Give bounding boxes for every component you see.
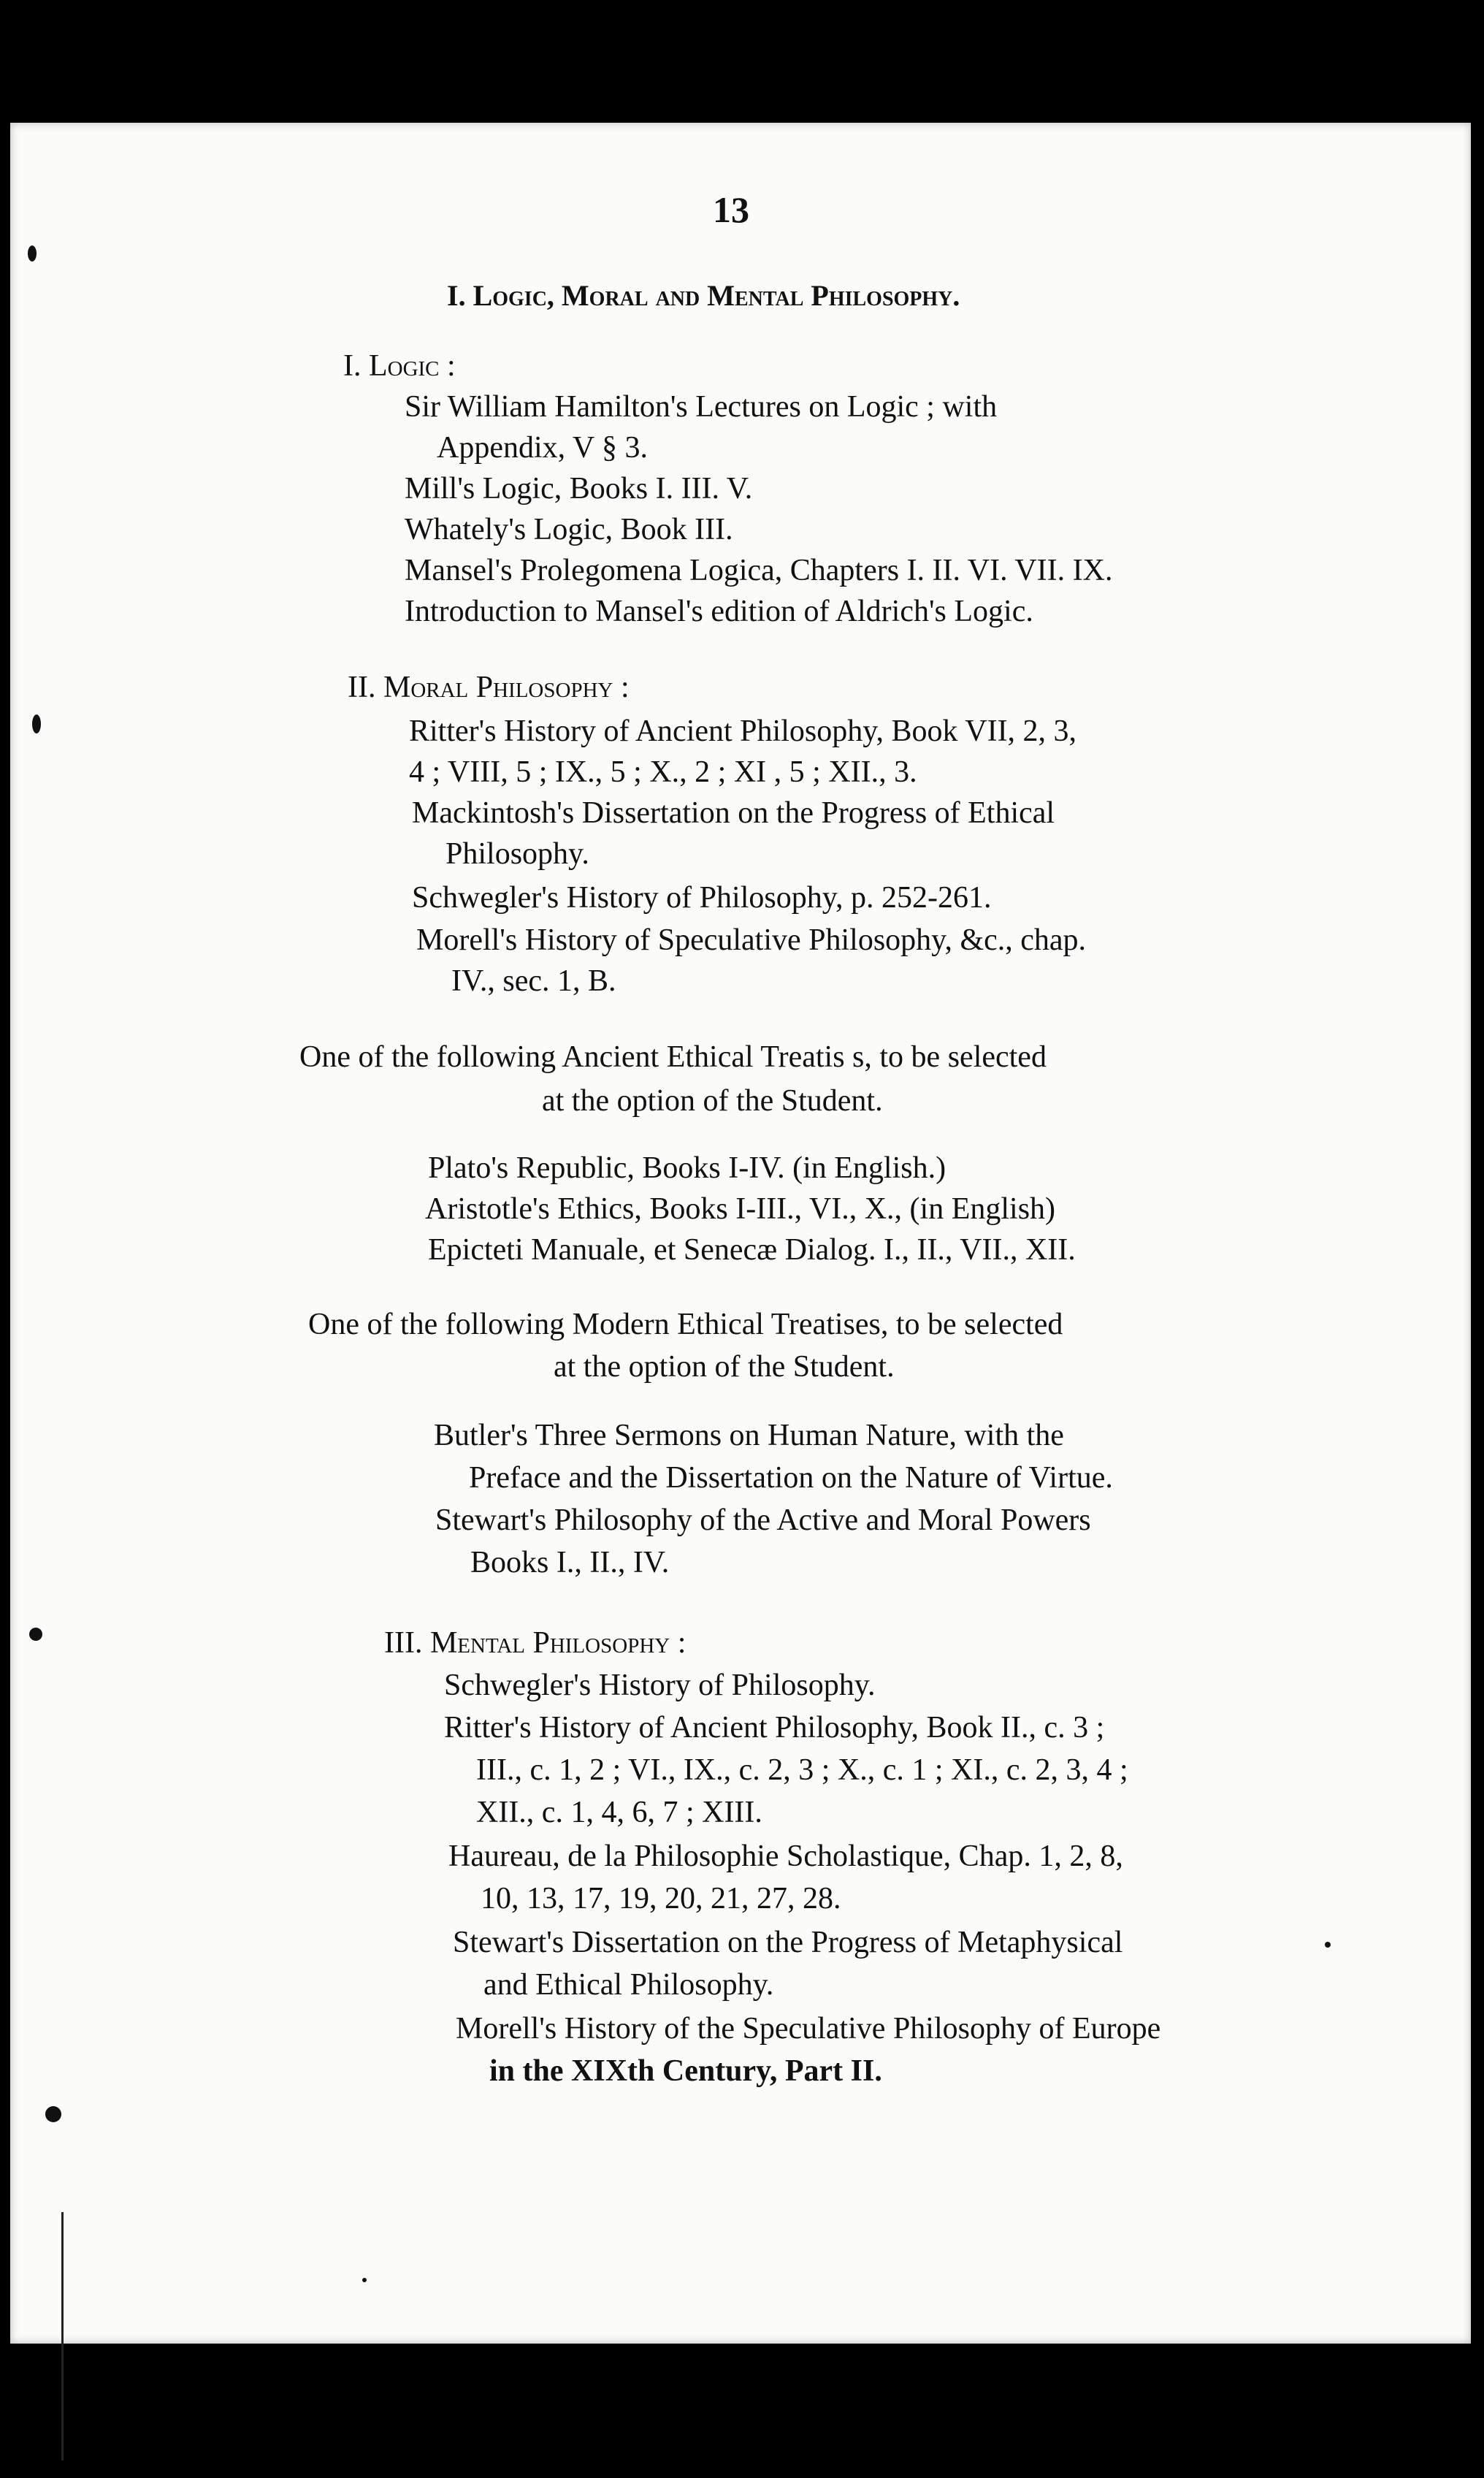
page-number: 13: [713, 189, 749, 230]
modern-entry: Preface and the Dissertation on the Nature of Virtue.: [469, 1461, 1113, 1495]
ancient-entry: Aristotle's Ethics, Books I-III., VI., X., (in English): [425, 1192, 1056, 1226]
margin-mark: [29, 1628, 42, 1641]
gutter-line: [61, 2212, 64, 2460]
mental-entry: Schwegler's History of Philosophy.: [444, 1669, 876, 1702]
modern-entry: Books I., II., IV.: [470, 1546, 670, 1579]
mental-entry: III., c. 1, 2 ; VI., IX., c. 2, 3 ; X., c. 1 ; XI., c. 2, 3, 4 ;: [476, 1753, 1128, 1787]
moral-entry: IV., sec. 1, B.: [451, 964, 616, 998]
moral-entry: 4 ; VIII, 5 ; IX., 5 ; X., 2 ; XI , 5 ; XII., 3.: [409, 755, 917, 789]
margin-speck: [362, 2278, 367, 2282]
logic-entry: Sir William Hamilton's Lectures on Logic ; with: [405, 390, 998, 424]
logic-entry: Mansel's Prolegomena Logica, Chapters I. II. VI. VII. IX.: [405, 554, 1113, 587]
modern-intro: at the option of the Student.: [554, 1350, 895, 1384]
mental-entry: in the XIXth Century, Part II.: [489, 2054, 882, 2088]
mental-entry: 10, 13, 17, 19, 20, 21, 27, 28.: [481, 1882, 841, 1915]
moral-entry: Ritter's History of Ancient Philosophy, Book VII, 2, 3,: [409, 714, 1077, 748]
moral-entry: Schwegler's History of Philosophy, p. 252-261.: [412, 881, 992, 915]
moral-entry: Philosophy.: [445, 837, 589, 871]
mental-entry: Stewart's Dissertation on the Progress of Metaphysical: [453, 1926, 1123, 1959]
mental-entry: XII., c. 1, 4, 6, 7 ; XIII.: [476, 1796, 762, 1829]
margin-speck: [1325, 1942, 1331, 1948]
logic-entry: Introduction to Mansel's edition of Aldrich's Logic.: [405, 595, 1033, 628]
mental-entry: Morell's History of the Speculative Philosophy of Europe: [456, 2012, 1161, 2046]
ancient-entry: Plato's Republic, Books I-IV. (in English.): [428, 1151, 946, 1185]
book-page: [10, 123, 1471, 2344]
modern-entry: Butler's Three Sermons on Human Nature, with the: [434, 1419, 1064, 1452]
margin-mark: [32, 714, 41, 733]
mental-entry: Ritter's History of Ancient Philosophy, Book II., c. 3 ;: [444, 1711, 1105, 1745]
logic-entry: Mill's Logic, Books I. III. V.: [405, 472, 753, 506]
logic-entry: Appendix, V § 3.: [437, 431, 648, 465]
logic-heading: I. Logic :: [343, 349, 456, 383]
moral-entry: Mackintosh's Dissertation on the Progress of Ethical: [412, 796, 1055, 830]
moral-entry: Morell's History of Speculative Philosophy, &c., chap.: [416, 923, 1087, 957]
mental-heading: III. Mental Philosophy :: [384, 1626, 686, 1660]
ancient-entry: Epicteti Manuale, et Senecæ Dialog. I., II., VII., XII.: [428, 1233, 1076, 1267]
mental-entry: Haureau, de la Philosophie Scholastique, Chap. 1, 2, 8,: [448, 1840, 1123, 1873]
ancient-intro: at the option of the Student.: [542, 1084, 883, 1118]
mental-entry: and Ethical Philosophy.: [483, 1968, 774, 2002]
section-heading: I. Logic, Moral and Mental Philosophy.: [447, 279, 960, 312]
modern-entry: Stewart's Philosophy of the Active and Moral Powers: [435, 1503, 1091, 1537]
margin-mark: [28, 245, 37, 262]
logic-entry: Whately's Logic, Book III.: [405, 513, 733, 546]
moral-heading: II. Moral Philosophy :: [348, 671, 630, 704]
ancient-intro: One of the following Ancient Ethical Treatis s, to be selected: [299, 1040, 1047, 1074]
margin-mark: [45, 2106, 61, 2122]
modern-intro: One of the following Modern Ethical Treatises, to be selected: [308, 1308, 1063, 1341]
